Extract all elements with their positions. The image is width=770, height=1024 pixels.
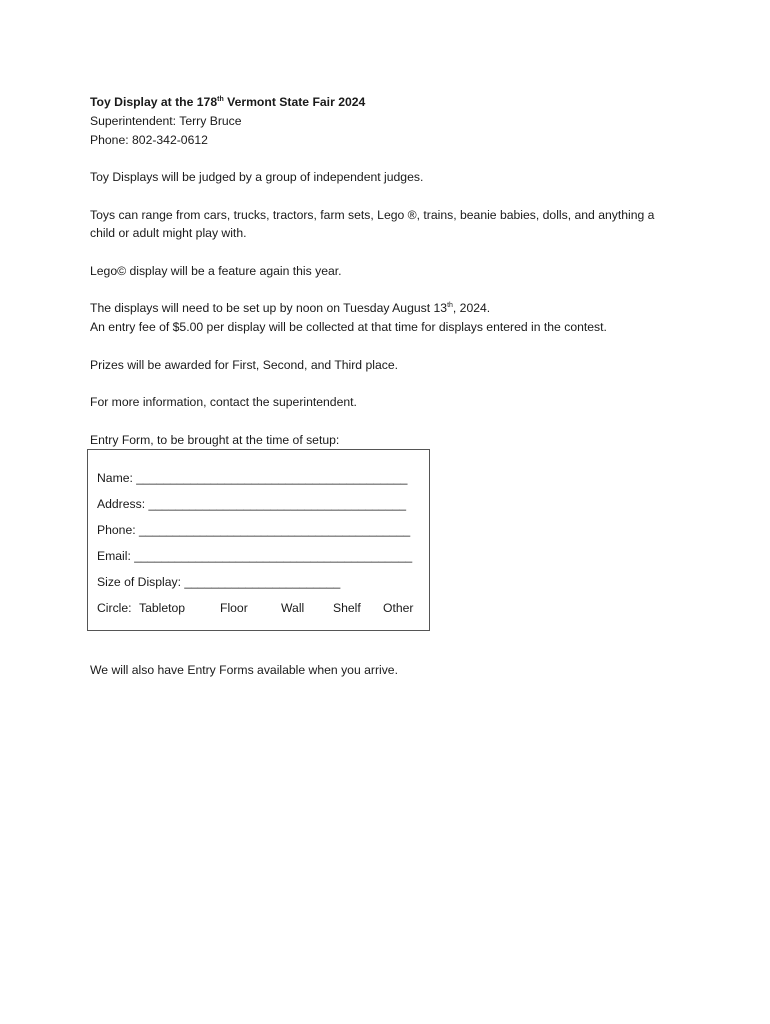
toys-paragraph-line2: child or adult might play with. xyxy=(90,226,247,240)
superintendent-line: Superintendent: Terry Bruce xyxy=(90,114,242,128)
name-field[interactable]: Name: ________________________________________ xyxy=(97,471,408,485)
phone-field[interactable]: Phone: ________________________________________ xyxy=(97,523,411,537)
setup-line xyxy=(90,300,490,316)
address-field[interactable]: Address: ______________________________________ xyxy=(97,497,407,511)
title-text-end: Vermont State Fair 2024 xyxy=(223,95,366,109)
setup-superscript: th xyxy=(447,302,453,309)
circle-label: Circle: xyxy=(97,601,132,615)
fee-line: An entry fee of $5.00 per display will be collected at that time for displays entered in the contest. xyxy=(90,320,607,334)
entry-form-intro: Entry Form, to be brought at the time of setup: xyxy=(90,433,340,447)
toys-paragraph-line1: Toys can range from cars, trucks, tractors, farm sets, Lego ®, trains, beanie babies, dolls, and anything a xyxy=(90,208,655,222)
entry-form-box xyxy=(87,449,430,631)
circle-option-shelf[interactable]: Shelf xyxy=(333,601,361,615)
title-superscript: th xyxy=(217,96,224,103)
circle-option-wall[interactable]: Wall xyxy=(281,601,305,615)
circle-option-tabletop[interactable]: Tabletop xyxy=(139,601,186,615)
setup-text-end: , 2024. xyxy=(452,301,491,315)
judging-paragraph: Toy Displays will be judged by a group of independent judges. xyxy=(90,170,424,184)
email-field[interactable]: Email: _________________________________________ xyxy=(97,549,413,563)
prizes-paragraph: Prizes will be awarded for First, Second, and Third place. xyxy=(90,358,398,372)
contact-paragraph: For more information, contact the superintendent. xyxy=(90,395,357,409)
title-text: Toy Display at the 178 xyxy=(90,95,218,109)
circle-option-other[interactable]: Other xyxy=(383,601,414,615)
circle-option-floor[interactable]: Floor xyxy=(220,601,248,615)
document-title xyxy=(90,94,365,110)
lego-paragraph: Lego© display will be a feature again this year. xyxy=(90,264,342,278)
phone-line: Phone: 802-342-0612 xyxy=(90,133,208,147)
size-of-display-field[interactable]: Size of Display: _______________________ xyxy=(97,575,341,589)
footer-note: We will also have Entry Forms available when you arrive. xyxy=(90,663,398,677)
setup-text: The displays will need to be set up by noon on Tuesday August 13 xyxy=(90,301,448,315)
